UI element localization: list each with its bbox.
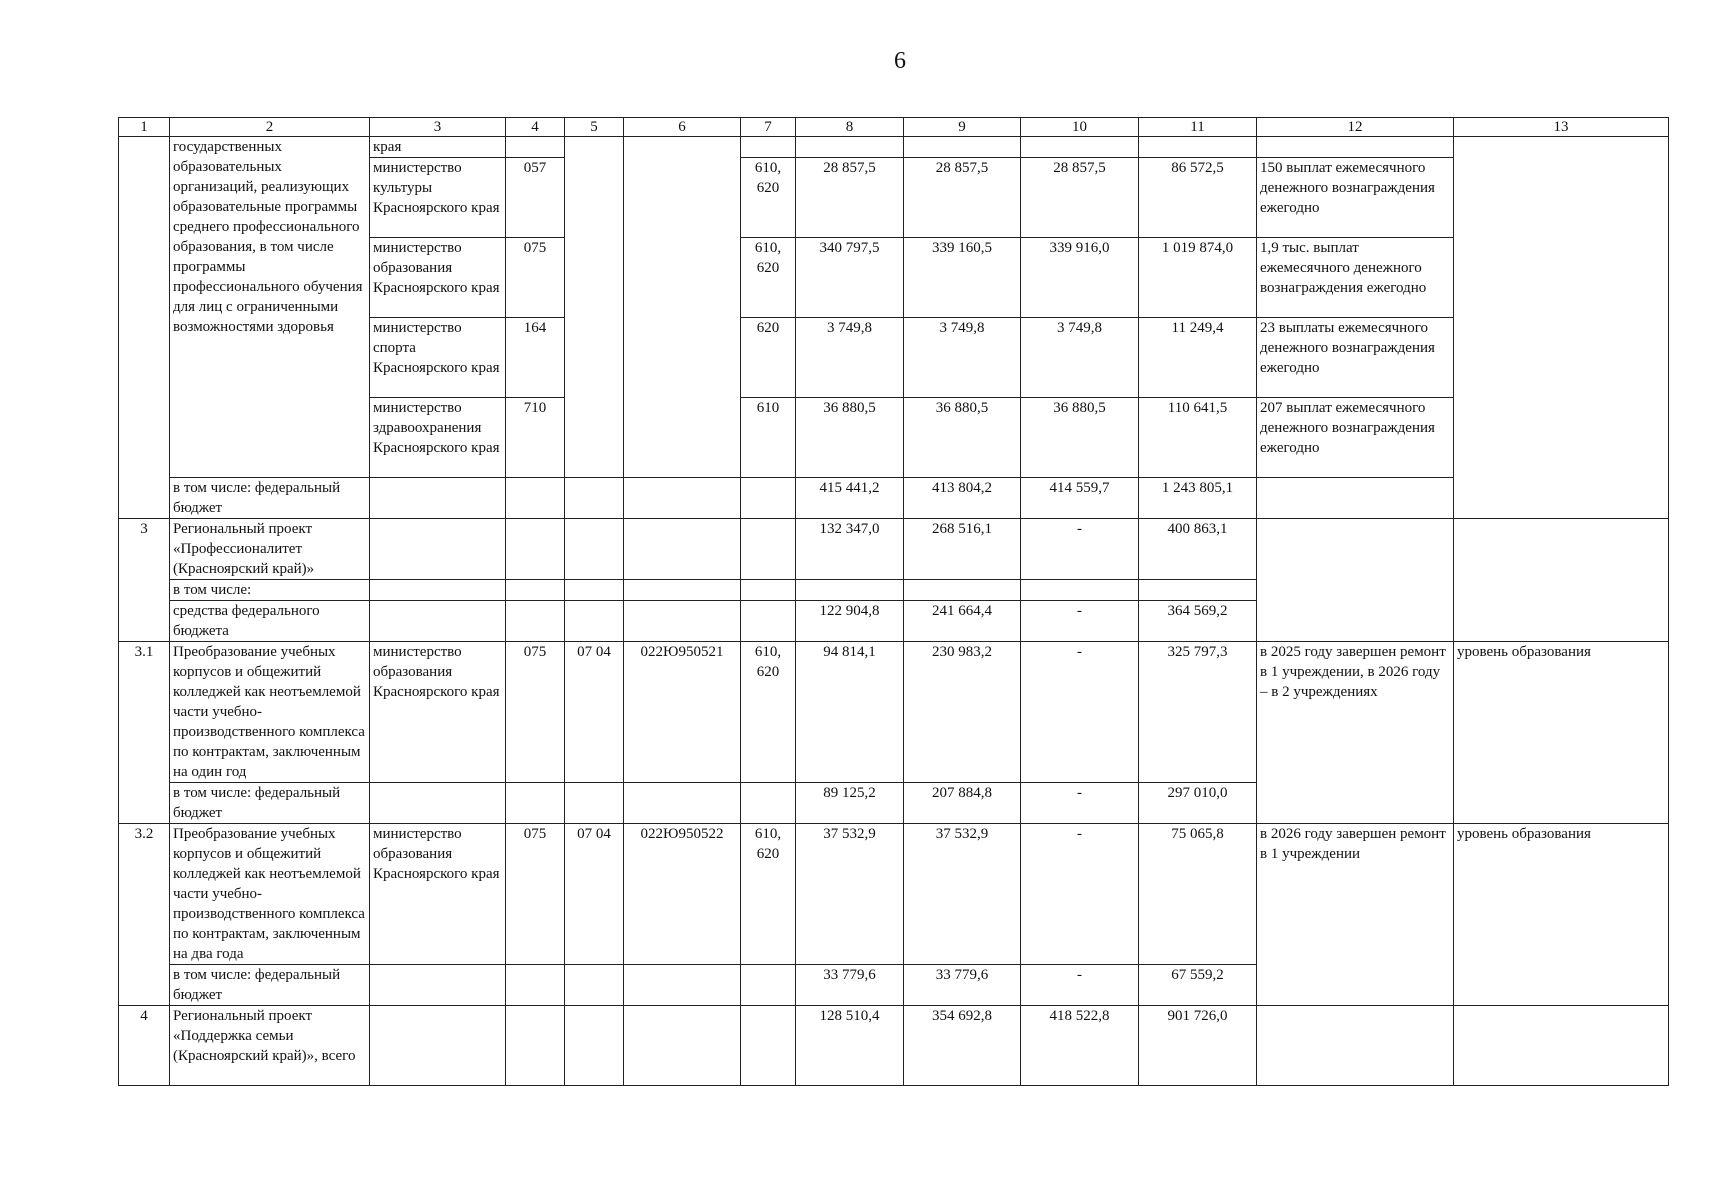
table-row <box>119 478 1669 519</box>
header-cell: 5 <box>565 118 624 137</box>
amount-2025: 132 347,0 <box>796 519 904 580</box>
header-cell: 1 <box>119 118 170 137</box>
csr-code: 022Ю950522 <box>624 824 741 965</box>
executor-cell: министерство культуры Красноярского края <box>370 158 506 238</box>
amount-2026: 33 779,6 <box>904 965 1021 1006</box>
header-cell: 3 <box>370 118 506 137</box>
csr-code: 022Ю950521 <box>624 642 741 783</box>
amount-2027: - <box>1021 783 1139 824</box>
amount-2025: 3 749,8 <box>796 318 904 398</box>
amount-2025: 33 779,6 <box>796 965 904 1006</box>
amount-total: 1 019 874,0 <box>1139 238 1257 318</box>
amount-2027: 418 522,8 <box>1021 1006 1139 1086</box>
amount-2026: 207 884,8 <box>904 783 1021 824</box>
amount-2026: 268 516,1 <box>904 519 1021 580</box>
amount-2027: - <box>1021 601 1139 642</box>
executor-cell: министерство здравоохранения Красноярского края <box>370 398 506 478</box>
header-cell: 9 <box>904 118 1021 137</box>
header-cell: 7 <box>741 118 796 137</box>
row-number: 3.1 <box>119 642 170 824</box>
amount-2025: 415 441,2 <box>796 478 904 519</box>
vr-code: 610, 620 <box>741 238 796 318</box>
amount-2027: 414 559,7 <box>1021 478 1139 519</box>
subtotal-label: в том числе: федеральный бюджет <box>170 478 370 519</box>
header-cell: 12 <box>1257 118 1454 137</box>
row-number: 4 <box>119 1006 170 1086</box>
row-number: 3.2 <box>119 824 170 1006</box>
indicator-cell: уровень образования <box>1454 824 1669 1006</box>
grbs-code: 057 <box>506 158 565 238</box>
vr-code: 610 <box>741 398 796 478</box>
amount-2026: 28 857,5 <box>904 158 1021 238</box>
header-cell: 13 <box>1454 118 1669 137</box>
amount-2025: 37 532,9 <box>796 824 904 965</box>
result-cell: 23 выплаты ежемесячного денежного вознаграждения ежегодно <box>1257 318 1454 398</box>
amount-2026: 241 664,4 <box>904 601 1021 642</box>
rzpr-code: 07 04 <box>565 642 624 783</box>
header-cell: 6 <box>624 118 741 137</box>
amount-2025: 28 857,5 <box>796 158 904 238</box>
amount-2025: 36 880,5 <box>796 398 904 478</box>
amount-2026: 36 880,5 <box>904 398 1021 478</box>
amount-2025: 122 904,8 <box>796 601 904 642</box>
vr-code: 620 <box>741 318 796 398</box>
executor-cell: министерство спорта Красноярского края <box>370 318 506 398</box>
project-name: Региональный проект «Профессионалитет (Красноярский край)» <box>170 519 370 580</box>
row-number: 3 <box>119 519 170 642</box>
amount-2027: - <box>1021 642 1139 783</box>
amount-total: 75 065,8 <box>1139 824 1257 965</box>
amount-total: 67 559,2 <box>1139 965 1257 1006</box>
amount-2026: 3 749,8 <box>904 318 1021 398</box>
executor-cell: края <box>370 137 506 158</box>
grbs-code: 710 <box>506 398 565 478</box>
executor-cell: министерство образования Красноярского края <box>370 824 506 965</box>
amount-2027: 36 880,5 <box>1021 398 1139 478</box>
measure-name-cell: Преобразование учебных корпусов и общежитий колледжей как неотъемлемой части учебно-производственного комплекса по контрактам, заключенным на один год <box>170 642 370 783</box>
header-cell: 4 <box>506 118 565 137</box>
amount-total: 364 569,2 <box>1139 601 1257 642</box>
header-cell: 8 <box>796 118 904 137</box>
amount-2027: 339 916,0 <box>1021 238 1139 318</box>
header-cell: 10 <box>1021 118 1139 137</box>
project-name: Региональный проект «Поддержка семьи (Красноярский край)», всего <box>170 1006 370 1086</box>
subtotal-label: в том числе: <box>170 580 370 601</box>
amount-2025: 94 814,1 <box>796 642 904 783</box>
grbs-code: 075 <box>506 824 565 965</box>
amount-2027: - <box>1021 965 1139 1006</box>
grbs-code: 075 <box>506 642 565 783</box>
subtotal-label: в том числе: федеральный бюджет <box>170 965 370 1006</box>
amount-total: 400 863,1 <box>1139 519 1257 580</box>
table-row <box>119 519 1669 580</box>
subtotal-label: средства федерального бюджета <box>170 601 370 642</box>
amount-2025: 340 797,5 <box>796 238 904 318</box>
executor-cell: министерство образования Красноярского края <box>370 642 506 783</box>
amount-2026: 354 692,8 <box>904 1006 1021 1086</box>
amount-2027: - <box>1021 519 1139 580</box>
result-cell: в 2026 году завершен ремонт в 1 учреждении <box>1257 824 1454 1006</box>
amount-2026: 413 804,2 <box>904 478 1021 519</box>
table-row <box>119 137 1669 158</box>
measure-name-cell: государственных образовательных организаций, реализующих образовательные программы среднего профессионального образования, в том числе программы профессионального обучения для лиц с ограниченными возможностями здоровья <box>170 137 370 478</box>
budget-table <box>118 117 1669 1086</box>
executor-cell: министерство образования Красноярского края <box>370 238 506 318</box>
rzpr-code: 07 04 <box>565 824 624 965</box>
amount-2027: 3 749,8 <box>1021 318 1139 398</box>
amount-2026: 37 532,9 <box>904 824 1021 965</box>
result-cell: 1,9 тыс. выплат ежемесячного денежного вознаграждения ежегодно <box>1257 238 1454 318</box>
amount-total: 297 010,0 <box>1139 783 1257 824</box>
grbs-code: 075 <box>506 238 565 318</box>
result-cell: 150 выплат ежемесячного денежного вознаграждения ежегодно <box>1257 158 1454 238</box>
table-row <box>119 1006 1669 1086</box>
result-cell: 207 выплат ежемесячного денежного вознаграждения ежегодно <box>1257 398 1454 478</box>
header-cell: 2 <box>170 118 370 137</box>
amount-2025: 89 125,2 <box>796 783 904 824</box>
amount-total: 11 249,4 <box>1139 318 1257 398</box>
grbs-code: 164 <box>506 318 565 398</box>
amount-total: 86 572,5 <box>1139 158 1257 238</box>
amount-total: 325 797,3 <box>1139 642 1257 783</box>
subtotal-label: в том числе: федеральный бюджет <box>170 783 370 824</box>
amount-2026: 339 160,5 <box>904 238 1021 318</box>
measure-name-cell: Преобразование учебных корпусов и общежитий колледжей как неотъемлемой части учебно-производственного комплекса по контрактам, заключенным на два года <box>170 824 370 965</box>
amount-total: 1 243 805,1 <box>1139 478 1257 519</box>
page-number: 6 <box>894 48 906 74</box>
amount-total: 110 641,5 <box>1139 398 1257 478</box>
vr-code: 610, 620 <box>741 158 796 238</box>
table-row <box>119 642 1669 783</box>
vr-code: 610, 620 <box>741 824 796 965</box>
amount-2027: - <box>1021 824 1139 965</box>
amount-total: 901 726,0 <box>1139 1006 1257 1086</box>
amount-2027: 28 857,5 <box>1021 158 1139 238</box>
vr-code: 610, 620 <box>741 642 796 783</box>
amount-2026: 230 983,2 <box>904 642 1021 783</box>
amount-2025: 128 510,4 <box>796 1006 904 1086</box>
table-row <box>119 824 1669 965</box>
header-row <box>119 118 1669 137</box>
result-cell: в 2025 году завершен ремонт в 1 учреждении, в 2026 году – в 2 учреждениях <box>1257 642 1454 824</box>
indicator-cell: уровень образования <box>1454 642 1669 824</box>
header-cell: 11 <box>1139 118 1257 137</box>
